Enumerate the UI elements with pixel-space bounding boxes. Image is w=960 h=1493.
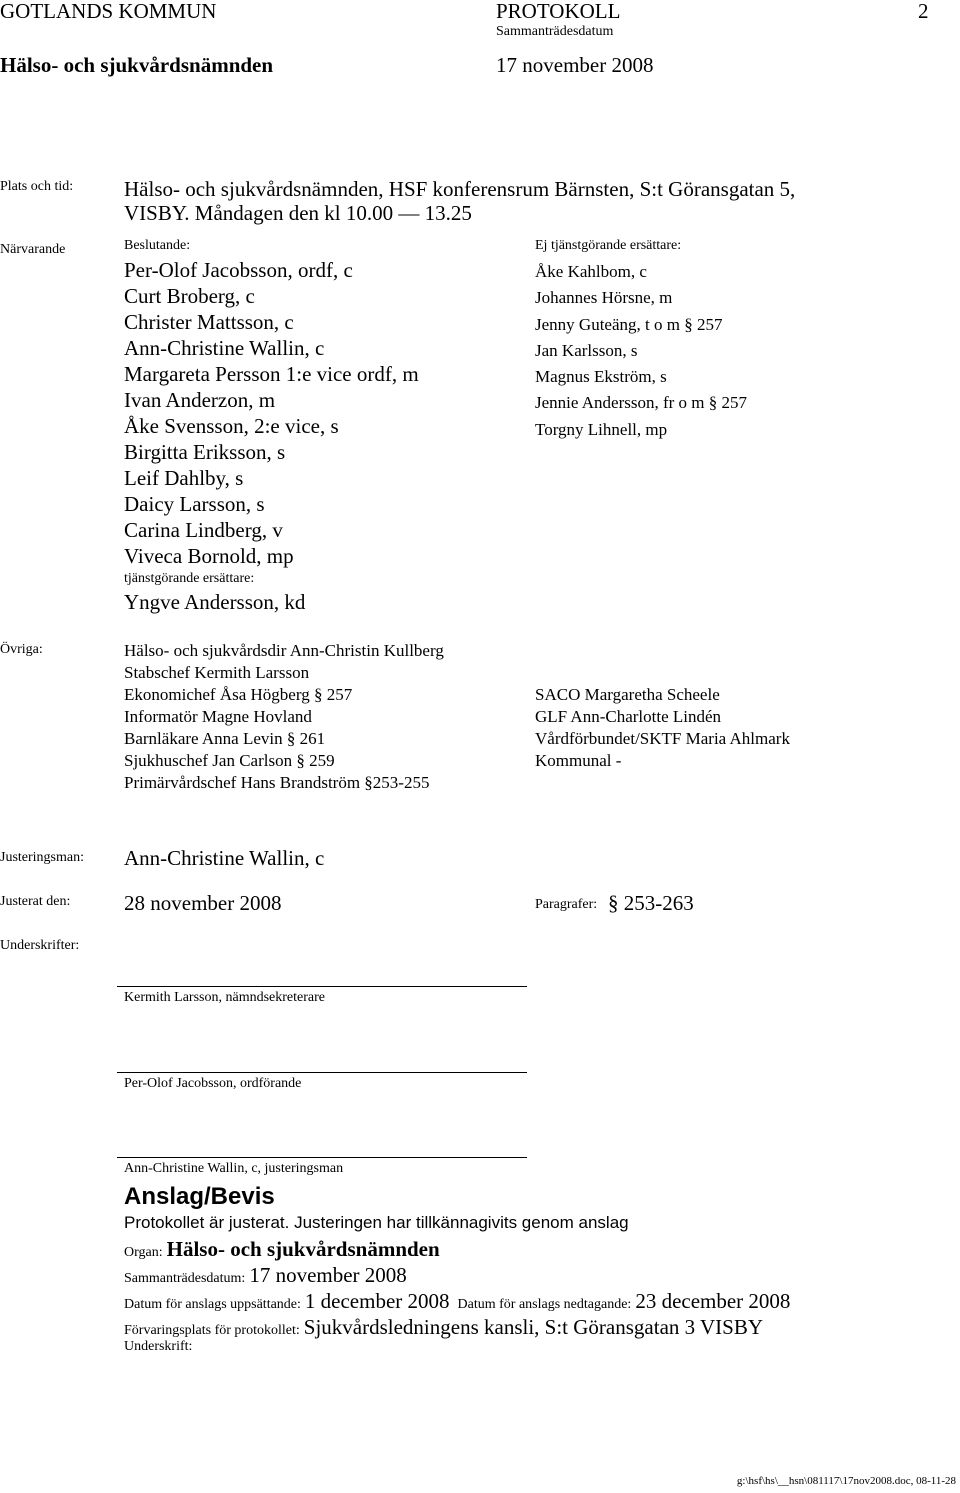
list-item: Åke Kahlbom, c <box>535 262 647 281</box>
deciding-label: Beslutande: <box>124 238 191 253</box>
others-left-list <box>124 640 444 794</box>
list-item: Ivan Anderzon, m <box>124 388 276 412</box>
list-item: Primärvårdschef Hans Brandström §253-255 <box>124 773 430 792</box>
list-item: Jan Karlsson, s <box>535 340 638 360</box>
place-label: Plats och tid: <box>0 179 74 194</box>
notice-signature-label: Underskrift: <box>124 1339 193 1354</box>
list-item: Stabschef Kermith Larsson <box>124 663 310 682</box>
removed-date-label: Datum för anslags nedtagande: <box>457 1297 632 1312</box>
list-item: Jenny Guteäng, t o m § 257 <box>535 314 723 334</box>
list-item: Jennie Andersson, fr o m § 257 <box>535 393 748 413</box>
list-item: Carina Lindberg, v <box>124 518 283 542</box>
list-item: Ann-Christine Wallin, c <box>124 336 325 360</box>
list-item: Leif Dahlby, s <box>124 466 244 490</box>
adjusted-date-label: Justerat den: <box>0 894 71 909</box>
deciding-members-list <box>124 257 419 569</box>
organ-label: Organ: <box>124 1245 163 1260</box>
meeting-date-value: 17 november 2008 <box>249 1263 407 1287</box>
others-label: Övriga: <box>0 642 43 657</box>
signatures-label: Underskrifter: <box>0 938 80 953</box>
list-item: Torgny Lihnell, mp <box>535 419 668 439</box>
non-serving-substitutes-list <box>535 259 747 443</box>
list-item: Informatör Magne Hovland <box>124 707 312 726</box>
list-item: Åke Svensson, 2:e vice, s <box>124 414 339 438</box>
list-item: Vårdförbundet/SKTF Maria Ahlmark <box>535 729 790 748</box>
list-item: Barnläkare Anna Levin § 261 <box>124 729 326 748</box>
header-date: 17 november 2008 <box>496 53 654 77</box>
notice-organ-row <box>124 1236 440 1262</box>
list-item: Sjukhuschef Jan Carlson § 259 <box>124 751 335 770</box>
serving-substitute: Yngve Andersson, kd <box>124 590 306 614</box>
list-item: Hälso- och sjukvårdsdir Ann-Christin Kullberg <box>124 641 444 660</box>
list-item: Ekonomichef Åsa Högberg § 257 <box>124 685 353 704</box>
adjuster-label: Justeringsman: <box>0 850 84 865</box>
removed-date-value: 23 december 2008 <box>635 1289 791 1313</box>
paragraphs-label: Paragrafer: <box>535 897 598 912</box>
list-item: Birgitta Eriksson, s <box>124 440 286 464</box>
storage-value: Sjukvårdsledningens kansli, S:t Göransgatan 3 VISBY <box>303 1315 764 1339</box>
non-serving-label: Ej tjänstgörande ersättare: <box>535 238 682 253</box>
meeting-date-label: Sammanträdesdatum: <box>124 1271 246 1286</box>
signature-line <box>117 1157 527 1158</box>
present-label: Närvarande <box>0 242 66 257</box>
signature-line <box>117 1072 527 1073</box>
posted-date-label: Datum för anslags uppsättande: <box>124 1297 301 1312</box>
list-item: Magnus Ekström, s <box>535 367 667 387</box>
committee-name: Hälso- och sjukvårdsnämnden <box>0 53 274 77</box>
adjusted-date: 28 november 2008 <box>124 891 282 915</box>
signature-line <box>117 986 527 987</box>
list-item: Christer Mattsson, c <box>124 310 294 334</box>
list-item: Johannes Hörsne, m <box>535 288 673 308</box>
notice-statement: Protokollet är justerat. Justeringen har tillkännagivits genom anslag <box>124 1213 629 1232</box>
header-date-label: Sammanträdesdatum <box>496 24 614 39</box>
list-item: Per-Olof Jacobsson, ordf, c <box>124 258 353 282</box>
paragraphs-range: § 253-263 <box>608 891 694 915</box>
list-item: Viveca Bornold, mp <box>124 544 294 568</box>
organ-value: Hälso- och sjukvårdsnämnden <box>166 1237 440 1261</box>
notice-storage-row <box>124 1314 763 1340</box>
list-item: Daicy Larsson, s <box>124 492 265 516</box>
others-right-list <box>535 684 790 772</box>
signature-name-chair: Per-Olof Jacobsson, ordförande <box>124 1076 302 1091</box>
place-line-1: Hälso- och sjukvårdsnämnden, HSF konferensrum Bärnsten, S:t Göransgatan 5, <box>124 177 796 201</box>
list-item: Curt Broberg, c <box>124 284 255 308</box>
notice-posting-dates-row <box>124 1288 790 1314</box>
signature-name-secretary: Kermith Larsson, nämndsekreterare <box>124 990 325 1005</box>
notice-title: Anslag/Bevis <box>124 1183 275 1210</box>
list-item: Margareta Persson 1:e vice ordf, m <box>124 362 419 386</box>
footer-file-path: g:\hsf\hs\__hsn\081117\17nov2008.doc, 08-11-28 <box>736 1475 956 1487</box>
signature-name-adjuster: Ann-Christine Wallin, c, justeringsman <box>124 1161 344 1176</box>
list-item: GLF Ann-Charlotte Lindén <box>535 707 722 726</box>
adjuster-name: Ann-Christine Wallin, c <box>124 846 325 870</box>
list-item: Kommunal - <box>535 751 622 770</box>
notice-meeting-date-row <box>124 1262 407 1288</box>
place-line-2: VISBY. Måndagen den kl 10.00 — 13.25 <box>124 201 472 225</box>
municipality-name: GOTLANDS KOMMUN <box>0 0 217 23</box>
page-number: 2 <box>918 0 929 23</box>
storage-label: Förvaringsplats för protokollet: <box>124 1323 300 1338</box>
serving-substitutes-label: tjänstgörande ersättare: <box>124 571 255 586</box>
list-item: SACO Margaretha Scheele <box>535 685 720 704</box>
document-type: PROTOKOLL <box>496 0 621 23</box>
posted-date-value: 1 december 2008 <box>304 1289 450 1313</box>
